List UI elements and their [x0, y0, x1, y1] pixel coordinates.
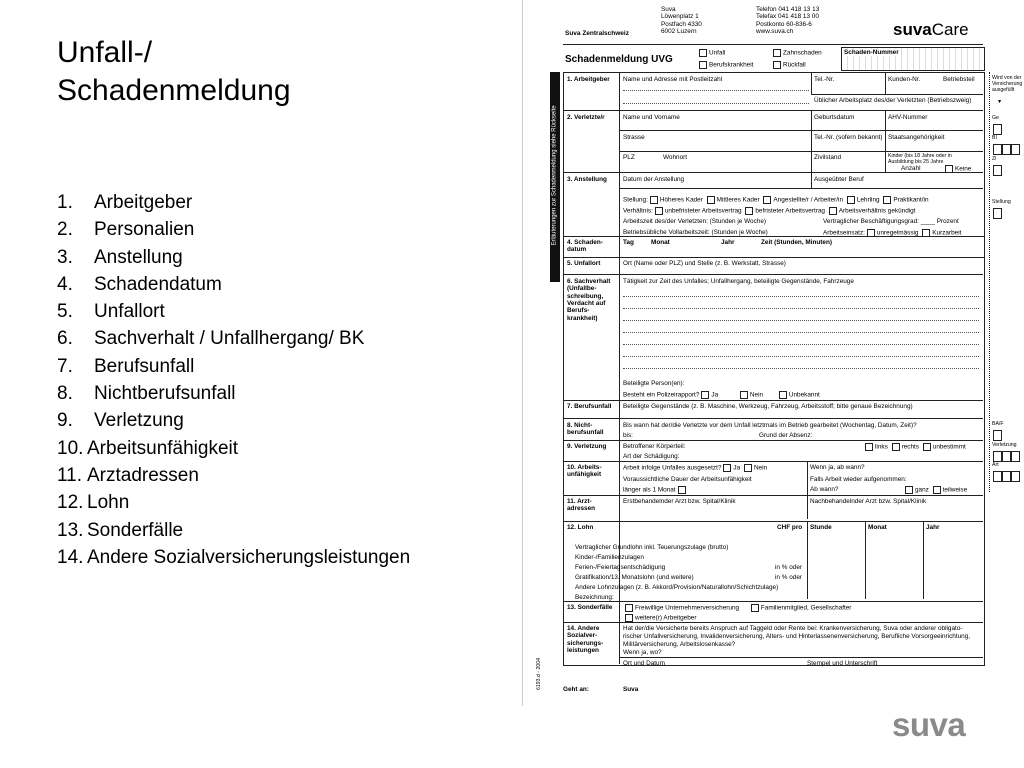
section-10-label: 10. Arbeits-unfähigkeit — [567, 464, 602, 479]
suvacare-logo: suvaCare — [893, 20, 969, 39]
section-3-label: 3. Anstellung — [567, 176, 607, 183]
topic-number: 13. — [57, 519, 84, 541]
section-1-label: 1. Arbeitgeber — [567, 76, 610, 83]
section-14-label: 14. Andere Sozialver-sicherungs-leistungen — [567, 625, 604, 655]
section-5-label: 5. Unfallort — [567, 260, 601, 267]
ausgesetzt-row: Arbeit infolge Unfalles ausgesetzt? Ja Nein — [623, 464, 768, 472]
laenger-row: länger als 1 Monat — [623, 486, 688, 494]
topic-item — [57, 517, 410, 544]
topic-label: Schadendatum — [94, 273, 222, 295]
topic-label: Arbeitsunfähigkeit — [87, 437, 239, 459]
topic-label: Anstellung — [94, 246, 183, 268]
kinder-anzahl: Anzahl — [901, 165, 921, 172]
ganz-row: ganz teilweise — [903, 486, 967, 494]
topic-item — [57, 353, 410, 380]
section-8-label: 8. Nicht-berufsunfall — [567, 422, 604, 437]
topic-label: Nichtberufsunfall — [94, 383, 236, 405]
topic-item — [57, 216, 410, 243]
polizei-row: Besteht ein Polizeirapport? Ja Nein Unbekannt — [623, 391, 820, 399]
topic-label: Andere Sozialversicherungsleistungen — [87, 546, 411, 568]
side-row: links rechts unbestimmt — [863, 443, 966, 451]
topic-list — [57, 189, 410, 571]
topic-number: 8. — [57, 383, 73, 405]
topic-item — [57, 462, 410, 489]
topic-number: 7. — [57, 355, 73, 377]
section-12-label: 12. Lohn — [567, 524, 594, 531]
section-6-label: 6. Sachverhalt (Unfallbe-schreibung, Verdacht auf Berufs-krankheit) — [567, 278, 611, 322]
topic-item — [57, 407, 410, 434]
topic-number: 2. — [57, 219, 73, 241]
section-11-label: 11. Arzt-adressen — [567, 498, 596, 513]
topic-label: Arztadressen — [87, 464, 199, 486]
section-13-label: 13. Sonderfälle — [567, 604, 613, 611]
topic-number: 4. — [57, 273, 73, 295]
topic-item — [57, 244, 410, 271]
topic-item — [57, 380, 410, 407]
section-2-label: 2. Verletzte/r — [567, 114, 605, 121]
topic-number: 5. — [57, 301, 73, 323]
topic-item — [57, 298, 410, 325]
topic-item — [57, 544, 410, 571]
kinder-keine: Keine — [943, 165, 971, 173]
address-block: Suva Löwenplatz 1 Postfach 4330 6002 Luzern — [661, 6, 702, 36]
title-line-1: Unfall-/ — [57, 36, 153, 69]
topic-number: 14. — [57, 546, 84, 568]
topic-item — [57, 189, 410, 216]
topic-number: 12. — [57, 492, 84, 514]
topic-number: 1. — [57, 192, 73, 213]
topic-number: 6. — [57, 328, 73, 350]
type-rueckfall: Rückfall — [771, 61, 806, 69]
topic-label: Arbeitgeber — [94, 192, 193, 213]
topic-label: Verletzung — [94, 410, 184, 432]
form-heading: Schadenmeldung UVG — [565, 54, 673, 65]
title-line-2: Schadenmeldung — [57, 74, 291, 107]
section-4-label: 4. Schaden-datum — [567, 239, 603, 254]
section-9-label: 9. Verletzung — [567, 443, 607, 450]
suva-logo: suva — [892, 706, 966, 743]
stellung-row: Stellung: Höheres Kader Mittleres Kader Angestellte/r / Arbeiter/in Lehrling Praktikant/in — [623, 196, 929, 204]
topic-label: Personalien — [94, 219, 195, 241]
page-title — [57, 34, 357, 110]
type-bk: Berufskrankheit — [697, 61, 753, 69]
topic-label: Unfallort — [94, 301, 165, 323]
contact-block: Telefon 041 418 13 13 Telefax 041 418 13 00 Postkonto 60-836-6 www.suva.ch — [756, 6, 820, 36]
form-scan: Suva Löwenplatz 1 Postfach 4330 6002 Luzern Telefon 041 418 13 13 Telefax 041 418 13 00 Postkonto 60-836-6 www.suva.ch suvaCare Suva Zentralschweiz Schadenmeldung UVG Unfall Zahnschaden Berufskrankheit Rückfall Schaden-Nummer Erläuterungen zur Schadenmeldung siehe Rückseite 1. Arbeitgeber Name und Adresse mit Postleitzahl Tel.-Nr. Kunden-Nr. Betriebsteil Üblicher Arbeitsplatz des/der Verletzten (Betriebszweig) 2. Verletzte/r Name und Vorname Geburtsdatum AHV-Nummer Strasse Tel.-Nr. (sofern bekannt) Staatsangehörigkeit PLZ Wohnort Zivilstand Kinder (bis 18 Jahre oder in Ausbildung bis 25 Jahre Anzahl Keine 3. Anstellung Datum der Anstellung Ausgeübter Beruf Stellung: Höheres Kader Mittleres Kader Angestellte/r / Arbeiter/in Lehrling Praktikant/in Verhältnis: unbefristeter Arbeitsvertrag befristeter Arbeitsvertrag Arbeitsverhältnis gekündigt Arbeitszeit des/der Verletzten: (Stunden je Woche) Vertraglicher Beschäftigungsgrad: ____ Prozent Betriebsübliche Vollarbeitszeit: (Stunden je Woche) Arbeitseinsatz: unregelmässig Kurzarbeit 4. Schaden-datum Tag Monat Jahr Zeit (Stunden, Minuten) 5. Unfallort Ort (Name oder PLZ) und Stelle (z. B. Werkstatt, Strasse) 6. Sachverhalt (Unfallbe-schreibung, Verdacht auf Berufs-krankheit) Tätigkeit zur Zeit des Unfalles; Unfallhergang, beteiligte Gegenstände, Fahrzeuge Beteiligte Person(en): Besteht ein Polizeirapport? Ja Nein Unbekannt 7. Berufsunfall Beteiligte Gegenstände (z. B. Maschine, Werkzeug, Fahrzeug, Arbeitsstoff; bitte genaue Bezeichnung) 8. Nicht-berufsunfall Bis wann hat der/die Verletzte vor dem Unfall letztmals im Betrieb gearbeitet (Wochentag, Datum, Zeit)? bis: Grund der Absenz: 9. Verletzung Betroffener Körperteil: links rechts unbestimmt Art der Schädigung: 10. Arbeits-unfähigkeit Arbeit infolge Unfalles ausgesetzt? Ja Nein Wenn ja, ab wann? Voraussichtliche Dauer der Arbeitsunfähigkeit Falls Arbeit wieder aufgenommen: länger als 1 Monat Ab wann? ganz teilweise 11. Arzt-adressen Erstbehandelnder Arzt bzw. Spital/Klinik Nachbehandelnder Arzt bzw. Spital/Klinik 12. Lohn CHF pro Stunde Monat Jahr Vertraglicher Grundlohn inkl. Teuerungszulage (brutto) Kinder-/Familienzulagen Ferien-/Feiertagsentschädigung in % oder Gratifikation/13. Monatslohn (und weitere) in % oder Andere Lohnzulagen (z. B. Akkord/Provision/Naturallohn/Schichtzulage) Bezeichnung: 13. Sonderfälle Freiwillige Unternehmerversicherung Familienmitglied, Gesellschafter weitere(r) Arbeitgeber 14. Andere Sozialver-sicherungs-leistungen Hat der/die Versicherte bereits Anspruch auf Taggeld oder Rente bei: Krankenversicherung, Suva oder anderer obligato- rischer Unfallversicherung, Invalidenversicherung, Alters- und Hinterlassenenversicherung, Berufliche Vorsorgeeinrichtung, Militärversicherung, Arbeitslosenkasse? Wenn ja, wo? Ort und Datum Stempel und Unterschrift Geht an: Suva 6193.d - 2004 Wird von der Versicherung ausgefüllt ▼ Ge BI Zi Stellung BA/F Verletzung Art — [522, 0, 1024, 706]
side-band: Erläuterungen zur Schadenmeldung siehe Rückseite — [550, 72, 560, 282]
einsatz-row: Arbeitseinsatz: unregelmässig Kurzarbeit — [823, 229, 962, 237]
topic-label: Berufsunfall — [94, 355, 195, 377]
topic-number: 10. — [57, 437, 84, 459]
topic-label: Sonderfälle — [87, 519, 184, 541]
topic-label: Lohn — [87, 492, 130, 514]
type-unfall: Unfall — [697, 49, 725, 57]
verhaeltnis-row: Verhältnis: unbefristeter Arbeitsvertrag befristeter Arbeitsvertrag Arbeitsverhältnis gekündigt — [623, 207, 916, 215]
topic-number: 9. — [57, 410, 73, 432]
topic-number: 3. — [57, 246, 73, 268]
section-7-label: 7. Berufsunfall — [567, 403, 612, 410]
type-zahn: Zahnschaden — [771, 49, 822, 57]
topic-item — [57, 271, 410, 298]
topic-number: 11. — [57, 464, 83, 486]
weitere-row: weitere(r) Arbeitgeber — [623, 614, 696, 622]
org-name: Suva Zentralschweiz — [565, 30, 629, 37]
schaden-nummer-label: Schaden-Nummer — [844, 49, 899, 56]
topic-item — [57, 435, 410, 462]
frei-row: Freiwillige Unternehmerversicherung Familienmitglied, Gesellschafter — [623, 604, 851, 612]
topic-label: Sachverhalt / Unfallhergang/ BK — [94, 328, 365, 350]
topic-item — [57, 489, 410, 516]
topic-item — [57, 325, 410, 352]
